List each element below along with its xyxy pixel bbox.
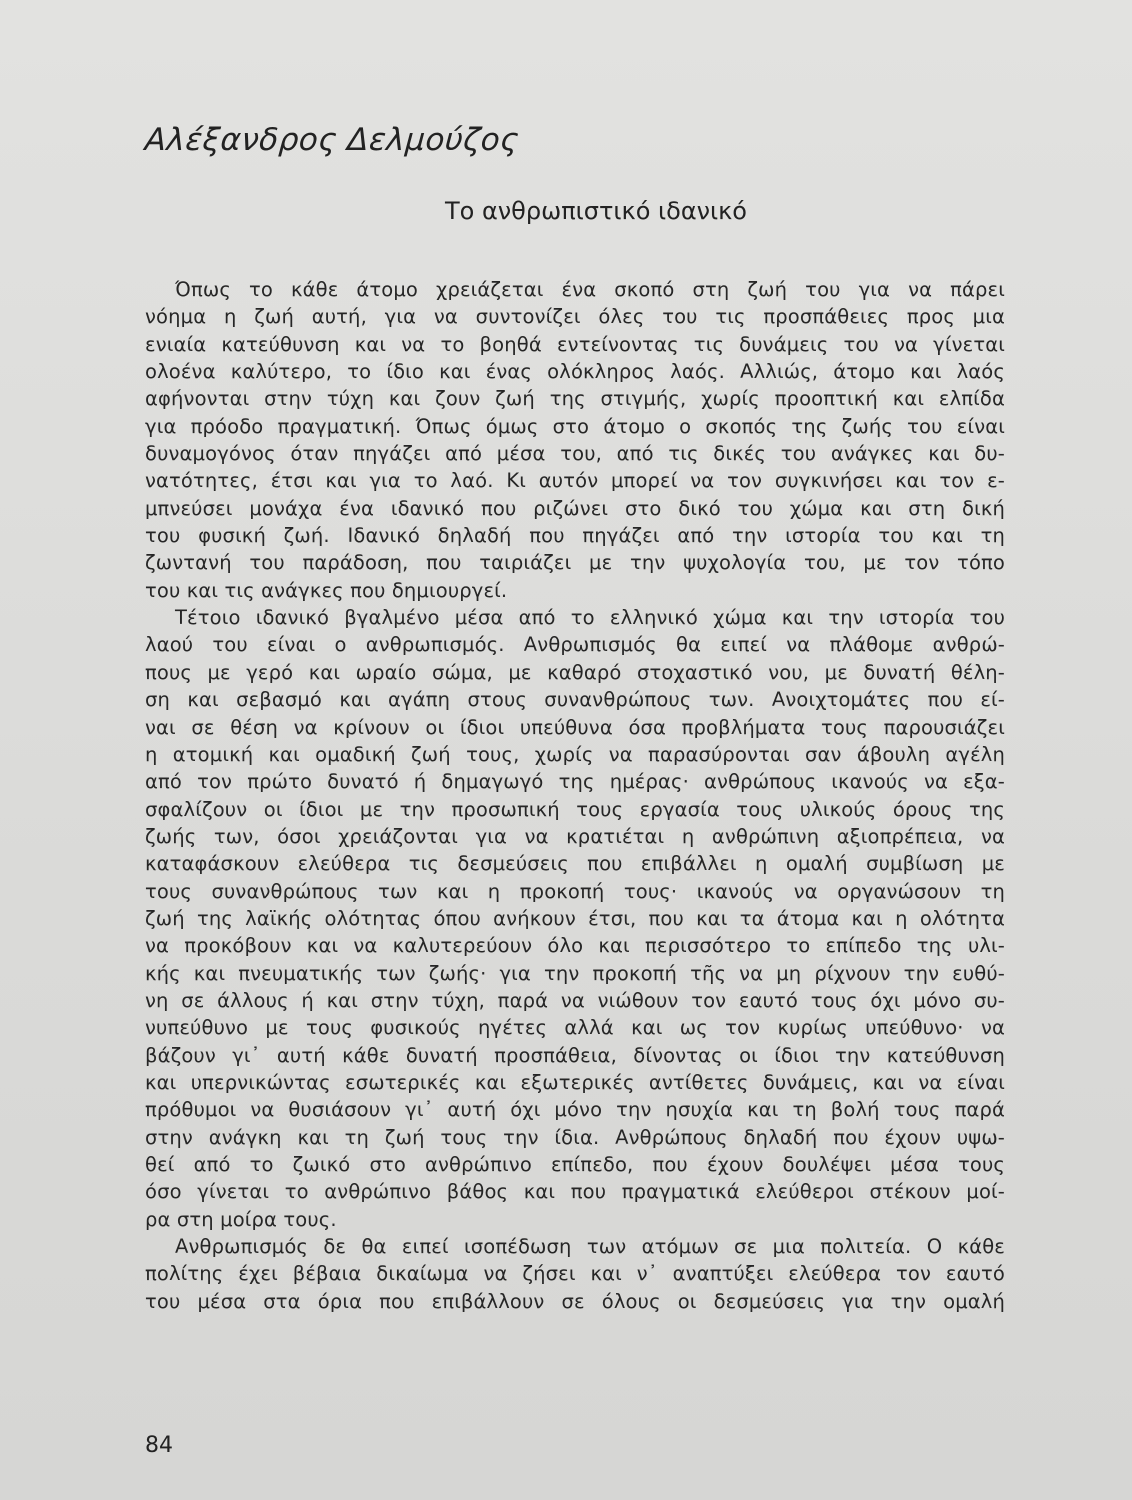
text-line: βάζουν γι᾽ αυτή κάθε δυνατή προσπάθεια, δίνοντας οι ίδιοι την κατεύθυνση <box>145 1043 1005 1067</box>
text-line: ζωής των, όσοι χρειάζονται για να κρατιέται η ανθρώπινη αξιοπρέπεια, να <box>145 824 1005 848</box>
text-line: όσο γίνεται το ανθρώπινο βάθος και που πραγματικά ελεύθεροι στέκουν μοί- <box>145 1180 1005 1204</box>
text-line: ενιαία κατεύθυνση και να το βοηθά εντείνοντας τις δυνάμεις του να γίνεται <box>145 332 1005 356</box>
text-line: στην ανάγκη και τη ζωή τους την ίδια. Ανθρώπους δηλαδή που έχουν υψω- <box>145 1125 1005 1149</box>
essay-title: Το ανθρωπιστικό ιδανικό <box>444 197 747 225</box>
text-line: ση και σεβασμό και αγάπη στους συνανθρώπους των. Ανοιχτομάτες που εί- <box>145 688 1005 712</box>
text-line: του μέσα στα όρια που επιβάλλουν σε όλους οι δεσμεύσεις για την ομαλή <box>145 1289 1005 1313</box>
author-name: Αλέξανδρος Δελμούζος <box>143 122 521 158</box>
text-line: ναι σε θέση να κρίνουν οι ίδιοι υπεύθυνα όσα προβλήματα τους παρουσιάζει <box>145 715 1005 739</box>
text-line: τους συνανθρώπους των και η προκοπή τους· ικανούς να οργανώσουν τη <box>145 879 1005 903</box>
text-line: Όπως το κάθε άτομο χρειάζεται ένα σκοπό στη ζωή του για να πάρει <box>175 278 1005 301</box>
text-line: του και τις ανάγκες που δημιουργεί. <box>145 578 508 602</box>
text-line: σφαλίζουν οι ίδιοι με την προσωπική τους εργασία τους υλικούς όρους της <box>145 797 1005 821</box>
text-line: ολοένα καλύτερο, το ίδιο και ένας ολόκληρος λαός. Αλλιώς, άτομο και λαός <box>145 360 1005 384</box>
text-line: ζωή της λαϊκής ολότητας όπου ανήκουν έτσι, που και τα άτομα και η ολότητα <box>145 906 1005 930</box>
text-line: λαού του είναι ο ανθρωπισμός. Ανθρωπισμός θα ειπεί να πλάθομε ανθρώ- <box>145 633 1005 657</box>
text-line: και υπερνικώντας εσωτερικές και εξωτερικές αντίθετες δυνάμεις, και να είναι <box>145 1070 1005 1094</box>
text-line: ζωντανή του παράδοση, που ταιριάζει με την ψυχολογία του, με τον τόπο <box>145 551 1005 575</box>
text-line: για πρόοδο πραγματική. Όπως όμως στο άτομο ο σκοπός της ζωής του είναι <box>145 414 1005 438</box>
text-line: δυναμογόνος όταν πηγάζει από μέσα του, από τις δικές του ανάγκες και δυ- <box>145 442 1005 466</box>
text-line: νη σε άλλους ή και στην τύχη, παρά να νιώθουν τον εαυτό τους όχι μόνο συ- <box>145 988 1005 1012</box>
text-line: αφήνονται στην τύχη και ζουν ζωή της στιγμής, χωρίς προοπτική και ελπίδα <box>145 387 1005 411</box>
text-line: του φυσική ζωή. Ιδανικό δηλαδή που πηγάζει από την ιστορία του και τη <box>145 524 1005 548</box>
text-line: πρόθυμοι να θυσιάσουν γι᾽ αυτή όχι μόνο την ησυχία και τη βολή τους παρά <box>145 1098 1005 1122</box>
text-line: πους με γερό και ωραίο σώμα, με καθαρό στοχαστικό νου, με δυνατή θέλη- <box>145 660 1005 684</box>
text-line: να προκόβουν και να καλυτερεύουν όλο και περισσότερο το επίπεδο της υλι- <box>145 934 1005 958</box>
text-line: νυπεύθυνο με τους φυσικούς ηγέτες αλλά και ως τον κυρίως υπεύθυνο· να <box>145 1016 1005 1040</box>
text-line: καταφάσκουν ελεύθερα τις δεσμεύσεις που επιβάλλει η ομαλή συμβίωση με <box>145 852 1005 876</box>
text-line: Τέτοιο ιδανικό βγαλμένο μέσα από το ελληνικό χώμα και την ιστορία του <box>175 606 1005 630</box>
text-line: πολίτης έχει βέβαια δικαίωμα να ζήσει και ν᾽ αναπτύξει ελεύθερα τον εαυτό <box>145 1262 1005 1286</box>
text-line: Ανθρωπισμός δε θα ειπεί ισοπέδωση των ατόμων σε μια πολιτεία. Ο κάθε <box>175 1235 1005 1259</box>
text-line: νατότητες, έτσι και για το λαό. Κι αυτόν μπορεί να τον συγκινήσει και τον ε- <box>145 469 1005 493</box>
page-number: 84 <box>145 1433 173 1458</box>
text-line: νόημα η ζωή αυτή, για να συντονίζει όλες του τις προσπάθειες προς μια <box>145 305 1005 329</box>
body-text <box>145 276 1005 1315</box>
text-line: ρα στη μοίρα τους. <box>145 1207 337 1231</box>
text-line: θεί από το ζωικό στο ανθρώπινο επίπεδο, που έχουν δουλέψει μέσα τους <box>145 1153 1005 1176</box>
text-line: η ατομική και ομαδική ζωή τους, χωρίς να παρασύρονται σαν άβουλη αγέλη <box>145 742 1005 766</box>
text-line: κής και πνευματικής των ζωής· για την προκοπή τῆς να μη ρίχνουν την ευθύ- <box>145 961 1005 985</box>
text-line: από τον πρώτο δυνατό ή δημαγωγό της ημέρας· ανθρώπους ικανούς να εξα- <box>145 770 1005 794</box>
text-line: μπνεύσει μονάχα ένα ιδανικό που ριζώνει στο δικό του χώμα και στη δική <box>145 496 1005 520</box>
